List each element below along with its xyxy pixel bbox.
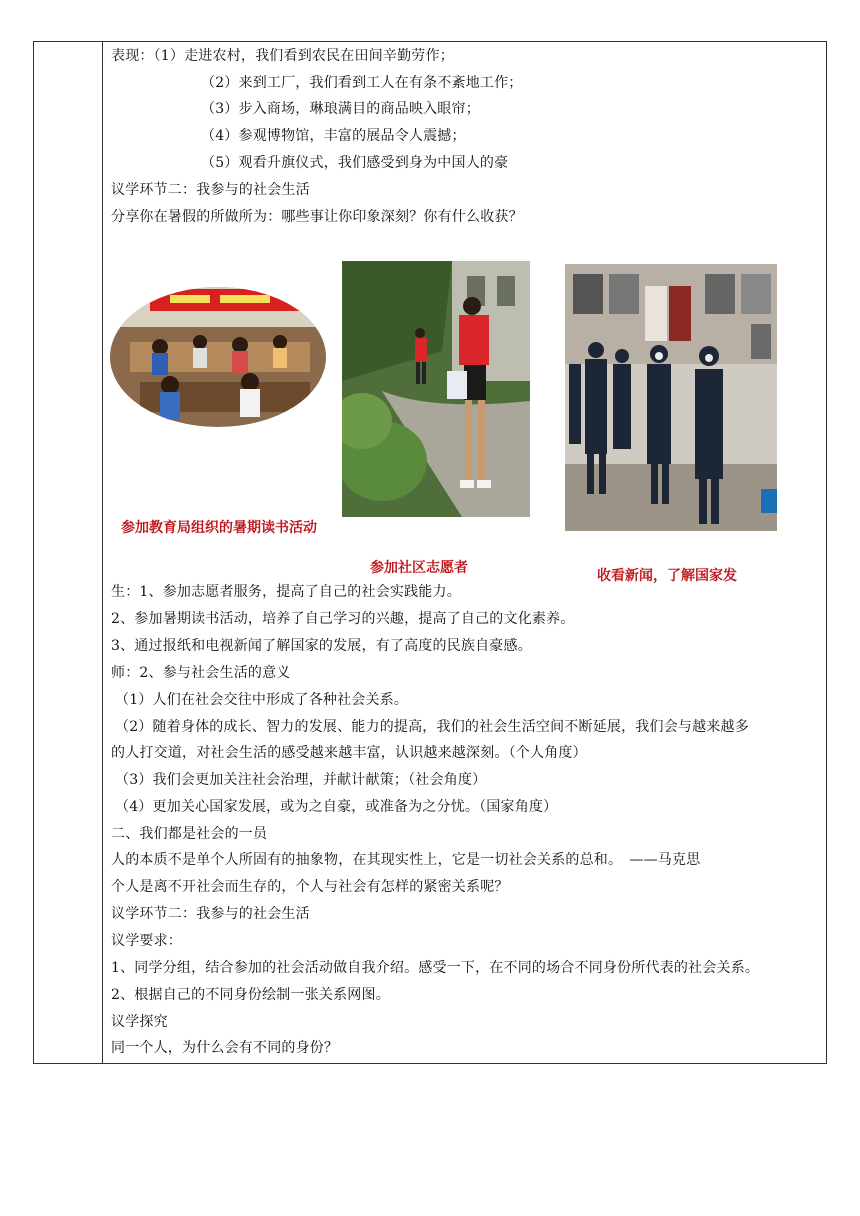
text-line: 师：2、参与社会生活的意义 (111, 665, 291, 681)
quote-line: 人的本质不是单个人所固有的抽象物，在其现实性上，它是一切社会关系的总和。 ——马克思 (111, 852, 701, 868)
section-heading: 议学环节二：我参与的社会生活 (111, 182, 310, 198)
lesson-table (33, 41, 827, 1064)
text-line: （1）人们在社会交往中形成了各种社会关系。 (115, 692, 409, 708)
text-line: （2）来到工厂，我们看到工人在有条不紊地工作； (201, 75, 523, 91)
text-line: （3）步入商场，琳琅满目的商品映入眼帘； (201, 101, 480, 117)
text-line: （4）更加关心国家发展，或为之自豪，或准备为之分忧。（国家角度） (115, 799, 558, 815)
volunteer-photo (342, 261, 530, 517)
text-line: （5）观看升旗仪式，我们感受到身为中国人的豪 (201, 155, 509, 171)
text-line: 表现：（1）走进农村，我们看到农民在田间辛勤劳作； (111, 48, 454, 64)
text-line: 3、通过报纸和电视新闻了解国家的发展，有了高度的民族自豪感。 (111, 638, 532, 654)
reading-activity-photo (110, 287, 326, 427)
text-line: 2、参加暑期读书活动，培养了自己学习的兴趣，提高了自己的文化素养。 (111, 611, 575, 627)
text-line: （2）随着身体的成长、智力的发展、能力的提高，我们的社会生活空间不断延展，我们会与越来越多 (115, 719, 749, 735)
text-line: 同一个人，为什么会有不同的身份？ (111, 1040, 339, 1056)
text-line: 的人打交道，对社会生活的感受越来越丰富，认识越来越深刻。（个人角度） (111, 745, 587, 761)
news-caption: 收看新闻，了解国家发 (597, 568, 737, 584)
text-line: 议学要求： (111, 933, 182, 949)
text-line: 议学探究 (111, 1014, 168, 1030)
volunteer-caption: 参加社区志愿者 (370, 560, 468, 576)
news-photo (565, 264, 777, 531)
reading-activity-caption: 参加教育局组织的暑期读书活动 (121, 520, 317, 536)
column-divider (102, 42, 103, 1063)
text-line: 2、根据自己的不同身份绘制一张关系网图。 (111, 987, 390, 1003)
section-heading: 二、我们都是社会的一员 (111, 826, 268, 842)
text-line: 个人是离不开社会而生存的，个人与社会有怎样的紧密关系呢？ (111, 879, 509, 895)
text-line: （4）参观博物馆，丰富的展品令人震撼； (201, 128, 466, 144)
text-line: （3）我们会更加关注社会治理，并献计献策；（社会角度） (115, 772, 487, 788)
text-line: 分享你在暑假的所做所为：哪些事让你印象深刻？你有什么收获？ (111, 209, 523, 225)
text-line: 生：1、参加志愿者服务，提高了自己的社会实践能力。 (111, 584, 461, 600)
section-heading: 议学环节二：我参与的社会生活 (111, 906, 310, 922)
text-line: 1、同学分组，结合参加的社会活动做自我介绍。感受一下，在不同的场合不同身份所代表的社会关系。 (111, 960, 760, 976)
